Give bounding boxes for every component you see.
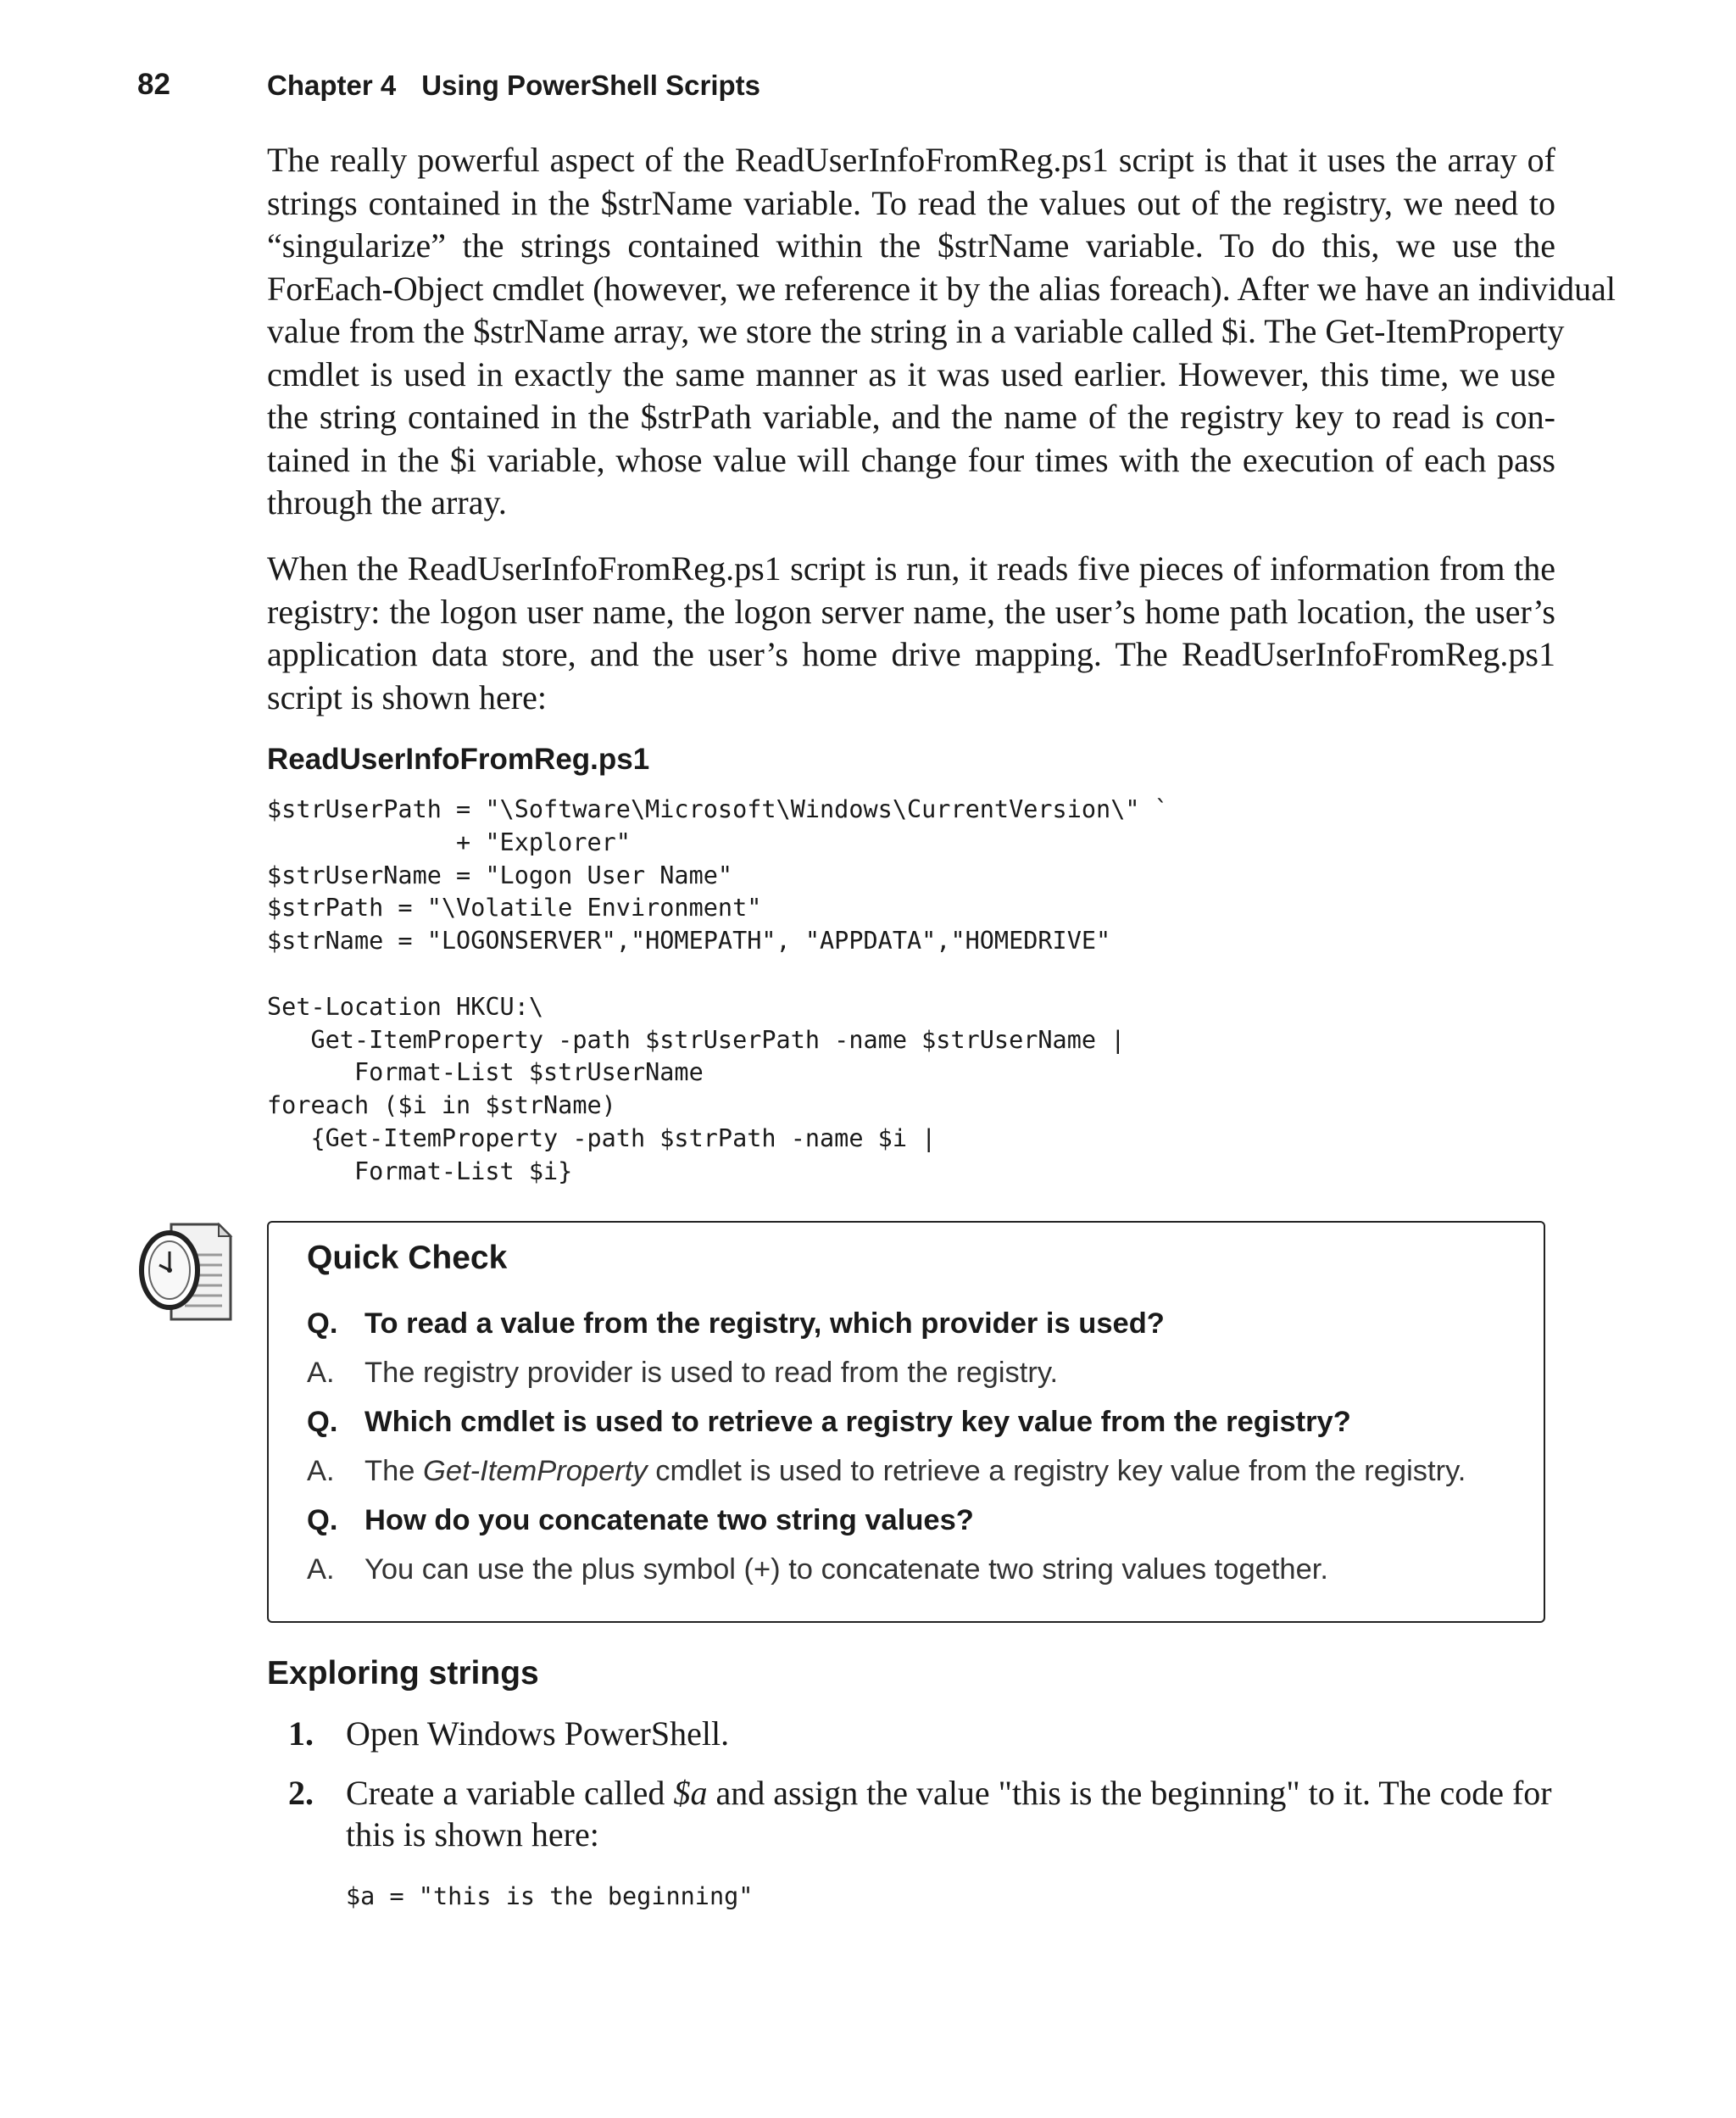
quick-check-clock-document-icon [136, 1221, 237, 1323]
step-2-continuation: this is shown here: [346, 1815, 599, 1853]
qa-tag: A. [307, 1357, 335, 1389]
step-number: 2. [288, 1774, 314, 1812]
question-text: Which cmdlet is used to retrieve a registry key value from the registry? [364, 1406, 1351, 1438]
text-line: script is shown here: [267, 677, 547, 716]
text-line: value from the $strName array, we store the string in a variable called $i. The Get-ItemProperty [267, 312, 1565, 350]
qa-tag: Q. [307, 1406, 338, 1438]
qa-tag: A. [307, 1553, 335, 1586]
step-number: 1. [288, 1714, 314, 1753]
text-line: strings contained in the $strName variable. To read the values out of the registry, we need to [267, 183, 1555, 222]
quick-check-box [267, 1221, 1545, 1623]
step-text-pre: Create a variable called [346, 1774, 674, 1812]
listing-title: ReadUserInfoFromReg.ps1 [267, 743, 650, 776]
answer-cmdlet: Get-ItemProperty [423, 1455, 648, 1487]
running-head [267, 70, 760, 102]
chapter-title: Using PowerShell Scripts [421, 70, 760, 101]
answer-text-pre: The [364, 1455, 424, 1487]
qa-tag: A. [307, 1455, 335, 1487]
step-code: $a = "this is the beginning" [346, 1882, 754, 1910]
qa-tag: Q. [307, 1504, 338, 1536]
answer-text: The registry provider is used to read from the registry. [364, 1357, 1059, 1389]
text-line: registry: the logon user name, the logon server name, the user’s home path location, the user’s [267, 592, 1555, 631]
body-paragraph-1 [267, 139, 1616, 525]
answer-text: You can use the plus symbol (+) to concatenate two string values together. [364, 1553, 1328, 1586]
step-text-post: and assign the value "this is the beginning" to it. The code for [707, 1774, 1552, 1812]
text-line: cmdlet is used in exactly the same manner as it was used earlier. However, this time, we use [267, 354, 1555, 393]
text-line: the string contained in the $strPath variable, and the name of the registry key to read is con- [267, 398, 1555, 436]
text-line: through the array. [267, 483, 507, 521]
page-number: 82 [137, 68, 170, 101]
code-listing: $strUserPath = "\Software\Microsoft\Windows\CurrentVersion\" ` + "Explorer" $strUserName = "Logon User Name" $strPath = "\Volatile Environment" $strName = "LOGONSERVER","HOMEPATH", "APPDATA","HOMEDRIVE" Set-Location HKCU:\ Get-ItemProperty -path $strUserPath -name $strUserName | Format-List $strUserName foreach ($i in $strName) {Get-ItemProperty -path $strPath -name $i | Format-List $i} [267, 795, 1169, 1185]
answer-3 [307, 1553, 1328, 1586]
question-3 [307, 1504, 974, 1537]
text-line: The really powerful aspect of the ReadUserInfoFromReg.ps1 script is that it uses the array of [267, 141, 1555, 179]
text-line: ForEach-Object cmdlet (however, we reference it by the alias foreach). After we have an individual [267, 269, 1616, 308]
text-line: tained in the $i variable, whose value will change four times with the execution of each pass [267, 440, 1555, 479]
question-text: How do you concatenate two string values? [364, 1504, 974, 1536]
answer-2 [307, 1455, 1466, 1488]
step-variable: $a [673, 1774, 708, 1812]
quick-check-title: Quick Check [307, 1240, 508, 1276]
step-text: Open Windows PowerShell. [346, 1714, 730, 1753]
question-text: To read a value from the registry, which provider is used? [364, 1307, 1165, 1340]
step-2 [288, 1772, 1552, 1815]
chapter-label: Chapter 4 [267, 70, 397, 101]
answer-1 [307, 1357, 1058, 1390]
text-line: application data store, and the user’s home drive mapping. The ReadUserInfoFromReg.ps1 [267, 635, 1555, 673]
answer-text-post: cmdlet is used to retrieve a registry key value from the registry. [647, 1455, 1466, 1487]
section-heading: Exploring strings [267, 1655, 539, 1692]
text-line: When the ReadUserInfoFromReg.ps1 script is run, it reads five pieces of information from the [267, 549, 1555, 588]
question-2 [307, 1406, 1351, 1439]
body-paragraph-2 [267, 548, 1555, 719]
qa-tag: Q. [307, 1307, 338, 1340]
question-1 [307, 1307, 1165, 1340]
step-1 [288, 1713, 729, 1756]
text-line: “singularize” the strings contained within the $strName variable. To do this, we use the [267, 226, 1555, 265]
